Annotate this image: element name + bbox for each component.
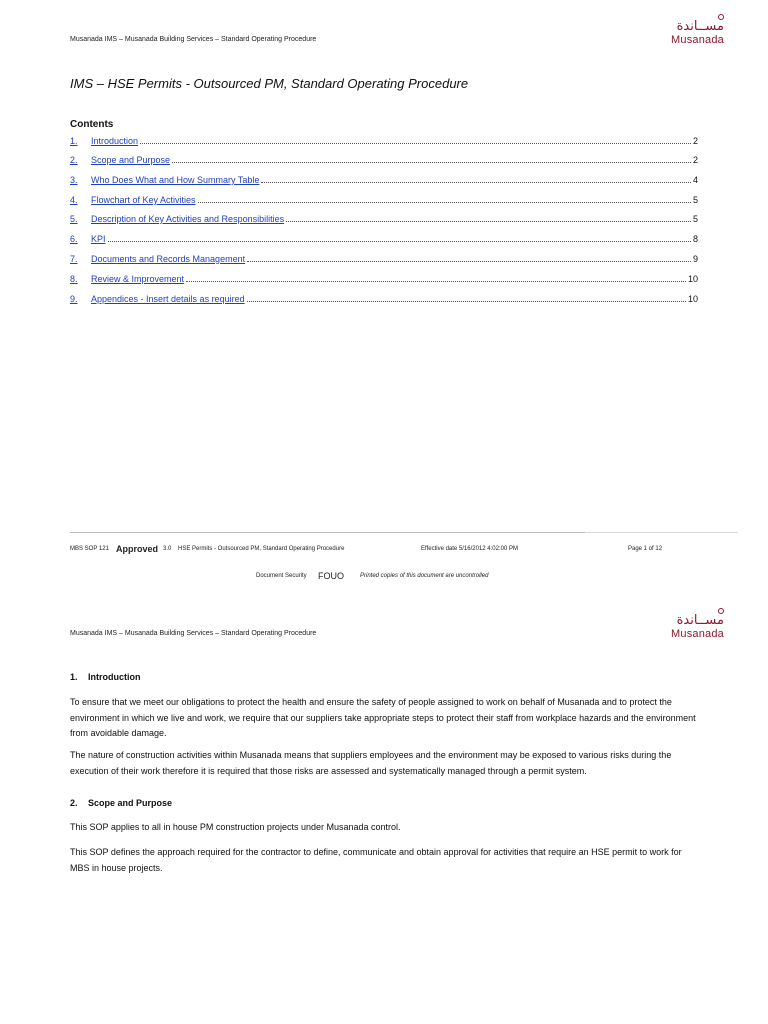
document-title: IMS – HSE Permits - Outsourced PM, Standard Operating Procedure <box>70 76 469 91</box>
toc-link[interactable]: Review & Improvement <box>91 274 185 284</box>
toc-number: 9. <box>70 294 78 304</box>
toc-leader <box>140 136 691 144</box>
footer-security-value: FOUO <box>318 571 344 581</box>
toc-entry-review-improvement[interactable] <box>70 274 698 288</box>
section-heading-introduction <box>70 672 141 682</box>
section-number: 2. <box>70 798 78 808</box>
logo-latin-text: Musanada <box>671 34 724 46</box>
scope-paragraph-1: This SOP applies to all in house PM construction projects under Musanada control. <box>70 822 401 832</box>
toc-number: 5. <box>70 214 78 224</box>
toc-number: 4. <box>70 195 78 205</box>
toc-leader <box>247 254 691 262</box>
footer-divider-extension <box>585 532 738 533</box>
toc-leader <box>172 155 691 163</box>
toc-leader <box>261 175 691 183</box>
scope-paragraph-2: This SOP defines the approach required for the contractor to define, communicate and obtain approval for activities that require an HSE permit to work for MBS in house projects. <box>70 847 682 873</box>
toc-page-number: 10 <box>687 274 698 284</box>
toc-page-number: 2 <box>692 136 698 146</box>
toc-entry-kpi[interactable] <box>70 234 698 248</box>
toc-link[interactable]: Who Does What and How Summary Table <box>91 175 260 185</box>
toc-number: 6. <box>70 234 78 244</box>
toc-link[interactable]: Description of Key Activities and Responsibilities <box>91 214 285 224</box>
toc-link[interactable]: KPI <box>91 234 106 244</box>
footer-status: Approved <box>116 544 159 554</box>
toc-link[interactable]: Introduction <box>91 136 139 146</box>
toc-leader <box>286 214 691 222</box>
running-header: Musanada IMS – Musanada Building Services – Standard Operating Procedure <box>70 36 317 43</box>
footer-doc-name: HSE Permits - Outsourced PM, Standard Operating Procedure <box>178 546 345 552</box>
musanada-logo <box>660 14 724 54</box>
toc-entry-who-does-what[interactable] <box>70 175 698 189</box>
footer-printed-note: Printed copies of this document are uncontrolled <box>360 573 489 579</box>
toc-entry-flowchart[interactable] <box>70 195 698 209</box>
toc-leader <box>198 195 691 203</box>
section-heading-scope-and-purpose <box>70 798 172 808</box>
introduction-paragraph-1: To ensure that we meet our obligations to protect the health and ensure the safety of people assigned to work on behalf of Musanada and to protect the environment in which we live and work, we require that our suppliers take appropriate steps to protect their staff from workplace hazards and the environment from avoidable damage. <box>70 697 696 738</box>
contents-heading: Contents <box>70 119 114 130</box>
toc-link[interactable]: Documents and Records Management <box>91 254 246 264</box>
introduction-paragraph-2: The nature of construction activities within Musanada means that suppliers employees and the environment may be exposed to various risks during the execution of their work therefore it is required that those risks are assessed and systematically managed through a permit system. <box>70 750 672 776</box>
section-title: Scope and Purpose <box>88 798 173 808</box>
toc-leader <box>247 294 686 302</box>
logo-latin-text: Musanada <box>671 628 724 640</box>
toc-page-number: 5 <box>692 214 698 224</box>
toc-entry-scope-and-purpose[interactable] <box>70 155 698 169</box>
toc-leader <box>108 234 691 242</box>
footer-sop-id: MBS SOP 121 <box>70 546 109 552</box>
toc-link[interactable]: Flowchart of Key Activities <box>91 195 196 205</box>
footer-effective-date: Effective date 5/16/2012 4:02:00 PM <box>421 546 518 552</box>
section-title: Introduction <box>88 672 141 682</box>
toc-number: 1. <box>70 136 78 146</box>
footer-version: 3.0 <box>163 546 172 552</box>
logo-arabic-text: مســاندة <box>676 19 724 34</box>
toc-number: 2. <box>70 155 78 165</box>
toc-page-number: 4 <box>692 175 698 185</box>
toc-entry-introduction[interactable] <box>70 136 698 150</box>
toc-number: 3. <box>70 175 78 185</box>
toc-link[interactable]: Appendices - Insert details as required <box>91 294 245 304</box>
toc-leader <box>186 274 686 282</box>
toc-number: 8. <box>70 274 78 284</box>
toc-entry-appendices[interactable] <box>70 294 698 308</box>
logo-arabic-text: مســاندة <box>676 613 724 628</box>
toc-page-number: 5 <box>692 195 698 205</box>
musanada-logo <box>660 608 724 648</box>
footer-security-label: Document Security <box>256 573 307 579</box>
toc-number: 7. <box>70 254 78 264</box>
running-header: Musanada IMS – Musanada Building Services – Standard Operating Procedure <box>70 630 317 637</box>
toc-page-number: 2 <box>692 155 698 165</box>
toc-entry-documents-records[interactable] <box>70 254 698 268</box>
footer-page-number: Page 1 of 12 <box>628 546 663 552</box>
footer-divider <box>70 532 585 533</box>
toc-page-number: 9 <box>692 254 698 264</box>
document-page-2 <box>0 598 768 1024</box>
toc-page-number: 8 <box>692 234 698 244</box>
toc-entry-key-activities[interactable] <box>70 214 698 228</box>
section-number: 1. <box>70 672 78 682</box>
toc-link[interactable]: Scope and Purpose <box>91 155 171 165</box>
toc-page-number: 10 <box>687 294 698 304</box>
